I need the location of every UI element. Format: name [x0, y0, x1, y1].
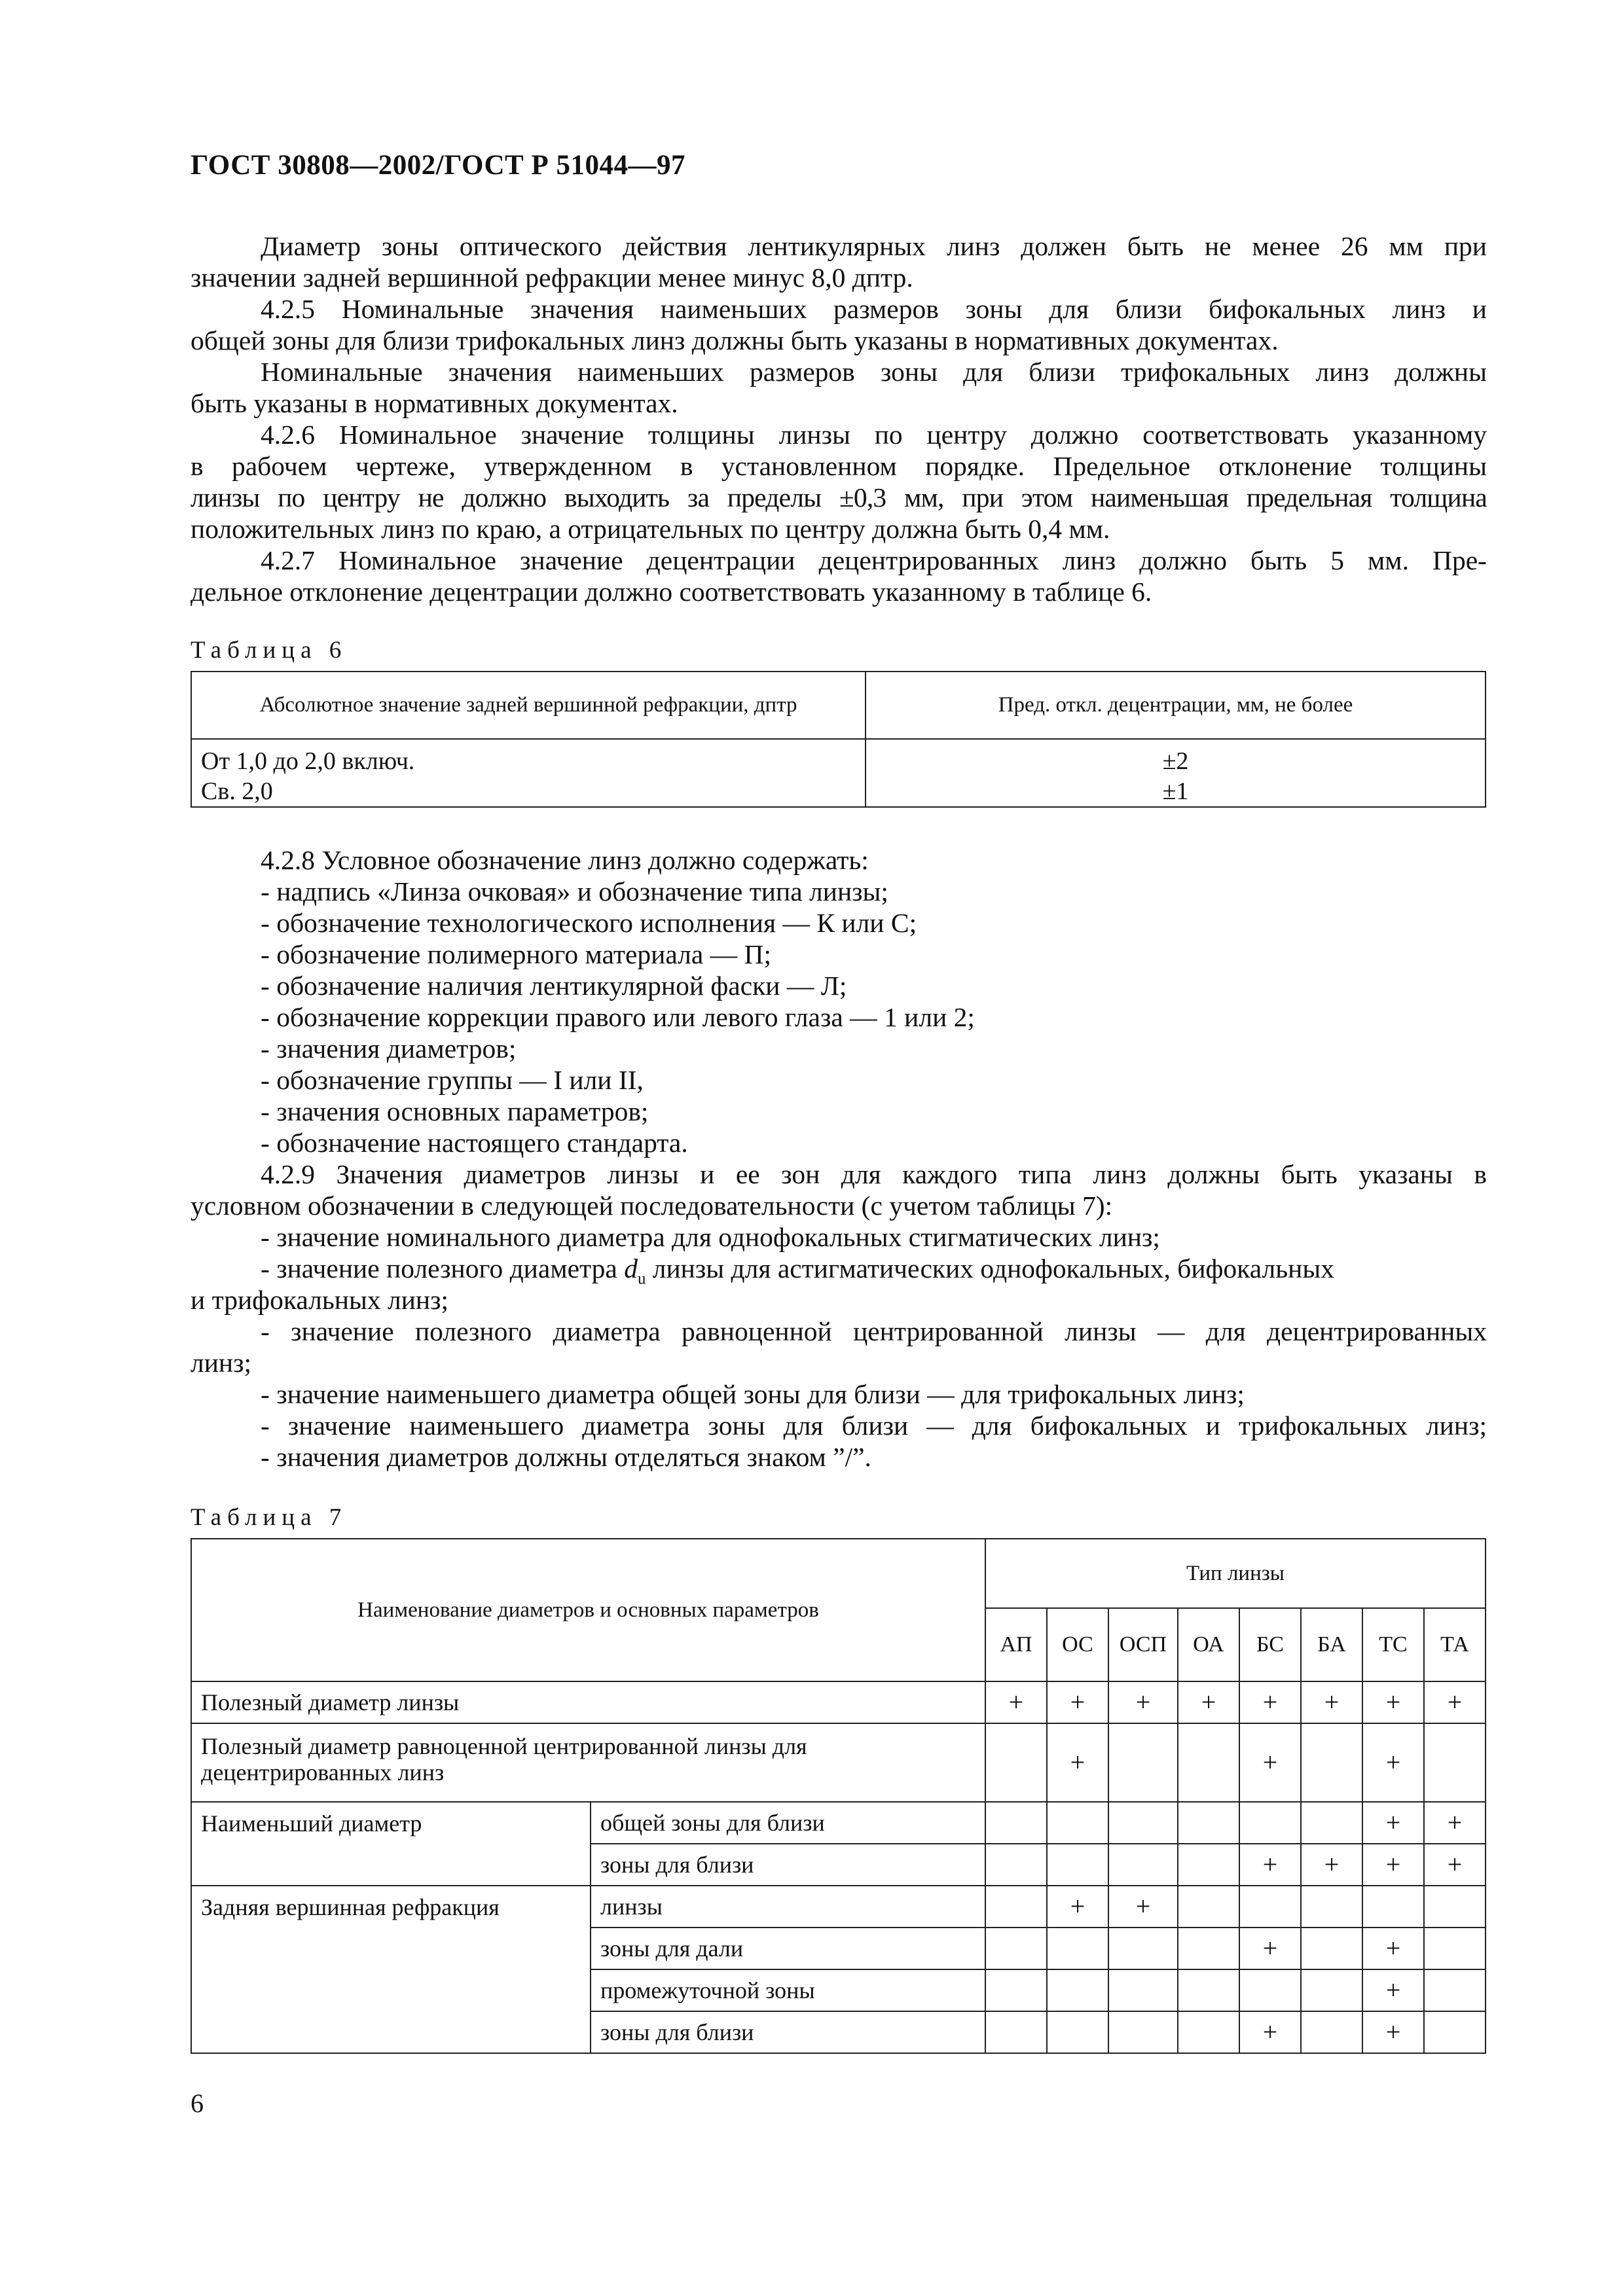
paragraph-line: Диаметр зоны оптического действия лентикулярных линз должен быть не менее 26 мм при: [261, 231, 1487, 261]
table7-cell: [1424, 1723, 1486, 1802]
table7-cell: [985, 1928, 1047, 1969]
table7-cell: [1424, 2011, 1486, 2053]
table7-subrow-name: зоны для дали: [591, 1928, 985, 1969]
table7-cell: +: [1424, 1844, 1486, 1886]
table7-cell: [985, 1802, 1047, 1844]
table7-subrow-name: зоны для близи: [591, 2011, 985, 2053]
table7-cell: [1108, 1969, 1178, 2011]
list-item: - значения основных параметров;: [261, 1096, 649, 1126]
table-row: [191, 1802, 1486, 1844]
table7-code-header: ОСП: [1108, 1608, 1178, 1681]
table7-cell: +: [1362, 1723, 1424, 1802]
table7-cell: +: [1047, 1886, 1108, 1928]
table-row: [191, 1681, 1486, 1723]
table6-row2-value: Св. 2,0: [201, 778, 273, 805]
table7-cell: [1108, 1844, 1178, 1886]
table7-group-name: Задняя вершинная рефракция: [191, 1886, 591, 2053]
table7-cell: +: [1108, 1886, 1178, 1928]
table7-cell: +: [1362, 2011, 1424, 2053]
table7-subrow-name: линзы: [591, 1886, 985, 1928]
paragraph-line: положительных линз по краю, а отрицательных по центру должна быть 0,4 мм.: [191, 514, 1110, 544]
table7-subrow-name: промежуточной зоны: [591, 1969, 985, 2011]
table7-code-header: ТС: [1362, 1608, 1424, 1681]
paragraph-line: условном обозначении в следующей последовательности (с учетом таблицы 7):: [191, 1191, 1113, 1221]
table7-cell: +: [1239, 1844, 1301, 1886]
list-item: - обозначение группы — I или II,: [261, 1065, 644, 1095]
paragraph-line: 4.2.5 Номинальные значения наименьших размеров зоны для близи бифокальных линз и: [261, 294, 1487, 324]
table7-cell: [1047, 1844, 1108, 1886]
table7-cell: +: [1424, 1802, 1486, 1844]
table6-col2-header: Пред. откл. децентрации, мм, не более: [866, 672, 1486, 739]
table7-cell: [985, 2011, 1047, 2053]
table7-cell: [1178, 1886, 1239, 1928]
list-item: - значение полезного диаметра равноценной центрированной линзы — для децентрированных: [261, 1316, 1487, 1346]
table7-cell: [1424, 1969, 1486, 2011]
paragraph-line: в рабочем чертеже, утвержденном в установленном порядке. Предельное отклонение толщины: [191, 451, 1487, 481]
table7-cell: [985, 1886, 1047, 1928]
table7-cell: [1047, 1928, 1108, 1969]
table7-code-header: ТА: [1424, 1608, 1486, 1681]
table7-subrow-name: зоны для близи: [591, 1844, 985, 1886]
document-header: ГОСТ 30808—2002/ГОСТ Р 51044—97: [191, 150, 685, 181]
table7-cell: [1178, 1844, 1239, 1886]
paragraph-line: дельное отклонение децентрации должно соответствовать указанному в таблице 6.: [191, 577, 1152, 607]
list-item-text-end: линзы для астигматических однофокальных, бифокальных: [646, 1253, 1334, 1283]
table7-cell: +: [1424, 1681, 1486, 1723]
table7-cell: [1108, 1802, 1178, 1844]
table7-cell: +: [1047, 1681, 1108, 1723]
table7-cell: [1301, 1969, 1362, 2011]
table7-code-header: ОС: [1047, 1608, 1108, 1681]
page-number: 6: [191, 2089, 204, 2118]
table7-caption: Таблица 7: [191, 1504, 348, 1531]
list-item: - значение номинального диаметра для однофокальных стигматических линз;: [261, 1222, 1160, 1252]
table7-cell: [1424, 1886, 1486, 1928]
list-item: - значение наименьшего диаметра общей зоны для близи — для трифокальных линз;: [261, 1379, 1245, 1409]
table7-cell: [1239, 1802, 1301, 1844]
table7-cell: +: [1301, 1681, 1362, 1723]
list-item: - значения диаметров;: [261, 1033, 517, 1064]
table-row: [191, 1886, 1486, 1928]
table7-code-header: ОА: [1178, 1608, 1239, 1681]
table7-cell: [1108, 1928, 1178, 1969]
table7-cell: [1178, 1969, 1239, 2011]
table7-cell: +: [1362, 1928, 1424, 1969]
paragraph-line: общей зоны для близи трифокальных линз должны быть указаны в нормативных документах.: [191, 325, 1279, 355]
table-row: [191, 739, 1486, 807]
paragraph-line: быть указаны в нормативных документах.: [191, 388, 678, 418]
table7-cell: [1301, 1886, 1362, 1928]
table6-row1-value: От 1,0 до 2,0 включ.: [201, 747, 415, 775]
table7-row-name: Полезный диаметр равноценной центрированной линзы для децентрированных линз: [191, 1723, 985, 1802]
section-428-intro: 4.2.8 Условное обозначение линз должно содержать:: [261, 845, 869, 875]
table7-cell: +: [1301, 1844, 1362, 1886]
table7-name-header: Наименование диаметров и основных параметров: [191, 1539, 985, 1681]
table7-cell: +: [1239, 1928, 1301, 1969]
table6-col1-header: Абсолютное значение задней вершинной рефракции, дптр: [191, 672, 866, 739]
table7-cell: [985, 1969, 1047, 2011]
table7-cell: +: [1239, 1723, 1301, 1802]
table7-cell: [1178, 1802, 1239, 1844]
paragraph-line: 4.2.7 Номинальное значение децентрации децентрированных линз должно быть 5 мм. Пре-: [261, 545, 1487, 575]
table7-subrow-name: общей зоны для близи: [591, 1802, 985, 1844]
table7-cell: [1424, 1928, 1486, 1969]
paragraph-line: и трифокальных линз;: [191, 1285, 449, 1315]
table7-cell: [1301, 1802, 1362, 1844]
table7-code-header: БС: [1239, 1608, 1301, 1681]
table7-cell: [1047, 2011, 1108, 2053]
table7-cell: +: [1178, 1681, 1239, 1723]
list-item: - значения диаметров должны отделяться знаком ”/”.: [261, 1442, 871, 1472]
paragraph-line: 4.2.9 Значения диаметров линзы и ее зон для каждого типа линз должны быть указаны в: [261, 1159, 1487, 1189]
table7-code-header: АП: [985, 1608, 1047, 1681]
list-item: - обозначение коррекции правого или левого глаза — 1 или 2;: [261, 1002, 975, 1032]
table7-cell: [1178, 1928, 1239, 1969]
table7-group-name: Наименьший диаметр: [191, 1802, 591, 1886]
list-item: - обозначение настоящего стандарта.: [261, 1128, 688, 1158]
paragraph-line: линз;: [191, 1348, 252, 1378]
paragraph-line: 4.2.6 Номинальное значение толщины линзы по центру должно соответствовать указанному: [261, 420, 1487, 450]
list-item-text-start: - значение полезного диаметра: [261, 1253, 625, 1283]
table7-cell: [1239, 1886, 1301, 1928]
table-7: [191, 1538, 1486, 2054]
table7-cell: +: [1239, 2011, 1301, 2053]
table6-deviation-cell: [866, 739, 1486, 807]
table7-cell: [1108, 2011, 1178, 2053]
table7-cell: +: [1239, 1681, 1301, 1723]
list-item: - обозначение полимерного материала — П;: [261, 939, 772, 969]
table7-cell: [1239, 1969, 1301, 2011]
table6-row2-deviation: ±1: [1162, 778, 1189, 805]
table7-cell: +: [1047, 1723, 1108, 1802]
table7-cell: +: [1362, 1802, 1424, 1844]
table7-type-header: Тип линзы: [985, 1539, 1486, 1608]
table7-code-header: БА: [1301, 1608, 1362, 1681]
table-row: [191, 1723, 1486, 1802]
paragraph-line: значении задней вершинной рефракции менее минус 8,0 дптр.: [191, 262, 913, 293]
table6-caption: Таблица 6: [191, 637, 348, 664]
paragraph-line: Номинальные значения наименьших размеров зоны для близи трифокальных линз должны: [261, 357, 1487, 387]
list-item: - значение наименьшего диаметра зоны для близи — для бифокальных и трифокальных линз;: [261, 1410, 1487, 1441]
diameter-symbol: d: [624, 1253, 638, 1283]
table7-cell: +: [985, 1681, 1047, 1723]
list-item: - обозначение наличия лентикулярной фаски — Л;: [261, 971, 847, 1001]
table7-cell: [1108, 1723, 1178, 1802]
table7-cell: +: [1362, 1844, 1424, 1886]
table7-cell: [1301, 1723, 1362, 1802]
table7-cell: [985, 1844, 1047, 1886]
table6-row1-deviation: ±2: [1162, 747, 1189, 775]
paragraph-line: линзы по центру не должно выходить за пределы ±0,3 мм, при этом наименьшая предельная толщина: [191, 482, 1487, 512]
table7-cell: [985, 1723, 1047, 1802]
table-6: [191, 671, 1486, 808]
table7-cell: +: [1362, 1681, 1424, 1723]
table6-refraction-cell: [191, 739, 866, 807]
diameter-symbol-subscript: u: [637, 1270, 646, 1288]
table7-row-name: Полезный диаметр линзы: [191, 1681, 985, 1723]
table7-cell: [1178, 1723, 1239, 1802]
list-item: - надпись «Линза очковая» и обозначение типа линзы;: [261, 876, 888, 906]
table7-cell: [1178, 2011, 1239, 2053]
table7-cell: [1301, 1928, 1362, 1969]
table7-cell: [1047, 1969, 1108, 2011]
table7-cell: [1301, 2011, 1362, 2053]
table7-cell: +: [1108, 1681, 1178, 1723]
table7-cell: +: [1362, 1969, 1424, 2011]
table7-cell: [1362, 1886, 1424, 1928]
list-item: - обозначение технологического исполнения — К или С;: [261, 908, 917, 938]
table7-cell: [1047, 1802, 1108, 1844]
